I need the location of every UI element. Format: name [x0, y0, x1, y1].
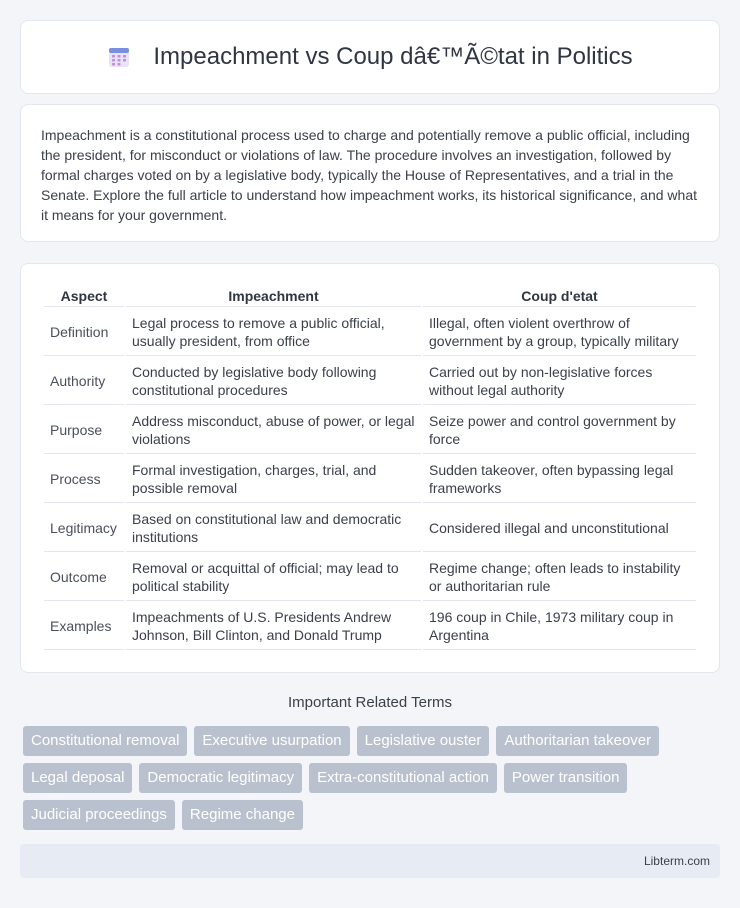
cell-impeachment: Formal investigation, charges, trial, and possible removal [126, 456, 421, 503]
related-term-tag[interactable]: Democratic legitimacy [139, 763, 302, 793]
cell-impeachment: Based on constitutional law and democratic institutions [126, 505, 421, 552]
cell-impeachment: Address misconduct, abuse of power, or legal violations [126, 407, 421, 454]
cell-aspect: Definition [44, 309, 124, 356]
intro-card [20, 104, 720, 242]
table-row [44, 358, 696, 405]
table-row [44, 505, 696, 552]
page-title: Impeachment vs Coup dâ€™Ã©tat in Politics [153, 43, 633, 70]
cell-coup: 196 coup in Chile, 1973 military coup in Argentina [423, 603, 696, 650]
intro-text: Impeachment is a constitutional process used to charge and potentially remove a public official, including the president, for misconduct or violations of law. The procedure involves an investigation, followed by formal charges voted on by a legislative body, typically the House of Representatives, and a trial in the Senate. Explore the full article to understand how impeachment works, its historical significance, and what it means for your government. [41, 127, 698, 223]
cell-coup: Illegal, often violent overthrow of government by a group, typically military [423, 309, 696, 356]
related-term-tag[interactable]: Power transition [504, 763, 628, 793]
footer [20, 844, 720, 878]
header-card [20, 20, 720, 94]
table-row [44, 603, 696, 650]
calendar-icon [107, 45, 131, 69]
table-row [44, 407, 696, 454]
related-term-tag[interactable]: Judicial proceedings [23, 800, 175, 830]
cell-coup: Regime change; often leads to instability or authoritarian rule [423, 554, 696, 601]
header-coup: Coup d'etat [423, 287, 696, 307]
related-term-tag[interactable]: Authoritarian takeover [496, 726, 659, 756]
related-term-tag[interactable]: Legal deposal [23, 763, 132, 793]
cell-impeachment: Legal process to remove a public official, usually president, from office [126, 309, 421, 356]
related-term-tag[interactable]: Executive usurpation [194, 726, 349, 756]
cell-aspect: Purpose [44, 407, 124, 454]
related-term-tag[interactable]: Legislative ouster [357, 726, 490, 756]
table-row [44, 456, 696, 503]
table-row [44, 554, 696, 601]
cell-aspect: Examples [44, 603, 124, 650]
cell-coup: Carried out by non-legislative forces without legal authority [423, 358, 696, 405]
cell-aspect: Legitimacy [44, 505, 124, 552]
related-term-tag[interactable]: Constitutional removal [23, 726, 187, 756]
cell-impeachment: Conducted by legislative body following constitutional procedures [126, 358, 421, 405]
cell-aspect: Authority [44, 358, 124, 405]
cell-impeachment: Impeachments of U.S. Presidents Andrew Johnson, Bill Clinton, and Donald Trump [126, 603, 421, 650]
cell-coup: Sudden takeover, often bypassing legal frameworks [423, 456, 696, 503]
footer-site-link[interactable]: Libterm.com [643, 854, 710, 868]
cell-impeachment: Removal or acquittal of official; may lead to political stability [126, 554, 421, 601]
comparison-card [20, 263, 720, 673]
cell-aspect: Process [44, 456, 124, 503]
cell-aspect: Outcome [44, 554, 124, 601]
related-term-tag[interactable]: Extra-constitutional action [309, 763, 497, 793]
related-terms-title: Important Related Terms [288, 694, 452, 711]
header-impeachment: Impeachment [126, 287, 421, 307]
header-aspect: Aspect [44, 287, 124, 307]
table-row [44, 309, 696, 356]
table-header-row [44, 287, 696, 307]
related-terms-list [23, 726, 723, 830]
cell-coup: Seize power and control government by force [423, 407, 696, 454]
related-term-tag[interactable]: Regime change [182, 800, 303, 830]
cell-coup: Considered illegal and unconstitutional [423, 505, 696, 552]
comparison-table [42, 285, 698, 652]
